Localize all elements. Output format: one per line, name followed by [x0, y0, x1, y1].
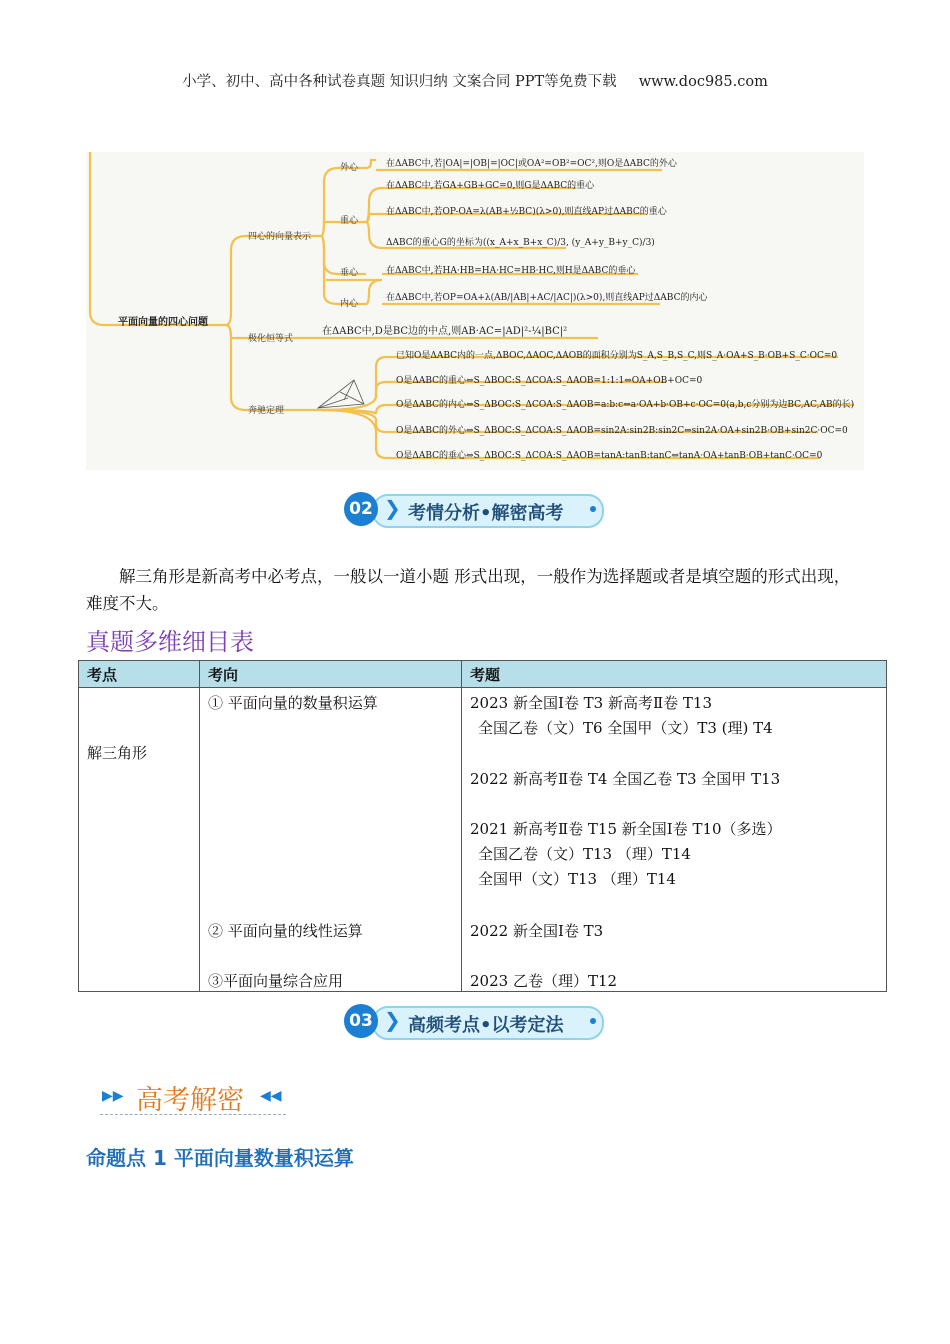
gaokao-heading [100, 1078, 286, 1116]
kaoti-line: 全国甲（文）T13 （理）T14 [478, 870, 676, 888]
detail-table [78, 660, 887, 992]
mind-neixin: 内心 [340, 299, 359, 309]
mind-benchi-rule1: 已知O是ΔABC内的一点,ΔBOC,ΔAOC,ΔAOB的面积分别为S_A,S_B,S_C,则S_A·OA+S_B·OB+S_C·OC=0 [396, 351, 838, 361]
mind-chuixin: 垂心 [340, 268, 359, 278]
table-cell-kaoti [462, 688, 887, 992]
banner-02 [344, 490, 606, 528]
banner-03 [344, 1002, 606, 1040]
banner-label: 考情分析•解密高考 [408, 503, 564, 524]
header-url[interactable]: www.doc985.com [638, 74, 768, 90]
mind-benchi-rule3: O是ΔABC的内心⇔S_ΔBOC:S_ΔCOA:S_ΔAOB=a:b:c⇔a·OA+b·OB+c·OC=0(a,b,c分别为边BC,AC,AB的长) [396, 400, 855, 410]
banner-number: 03 [344, 1004, 378, 1038]
page-header [0, 70, 950, 91]
proposition-title: 命题点 1 平面向量数量积运算 [86, 1146, 354, 1170]
kaoti-line: 2022 新高考Ⅱ卷 T4 全国乙卷 T3 全国甲 T13 [470, 770, 781, 788]
table-cell-kaodian [79, 688, 200, 992]
kaoti-line: 2023 乙卷（理）T12 [470, 972, 618, 990]
mind-benchi-rule2: O是ΔABC的重心⇔S_ΔBOC:S_ΔCOA:S_ΔAOB=1:1:1⇔OA+OB+OC=0 [396, 376, 703, 386]
chevron-right-icon: ❯ [384, 1008, 401, 1032]
dot-icon [590, 1018, 596, 1024]
divider [100, 1114, 286, 1115]
section-title: 真题多维细目表 [86, 628, 254, 656]
mind-branch2: 极化恒等式 [248, 334, 294, 344]
mind-neixin-rule: 在ΔABC中,若OP=OA+λ(AB/|AB|+AC/|AC|)(λ>0),则直线AP过ΔABC的内心 [386, 293, 708, 303]
table-cell-kaoxiang [200, 688, 462, 992]
mindmap [86, 152, 864, 470]
dot-icon [590, 506, 596, 512]
intro-paragraph: 解三角形是新高考中必考点，一般以一道小题 形式出现，一般作为选择题或者是填空题的形式出现，难度不大。 [86, 567, 851, 613]
header-text: 小学、初中、高中各种试卷真题 知识归纳 文案合同 PPT等免费下载 [182, 74, 617, 90]
kaoxiang-2: ② 平面向量的线性运算 [208, 922, 363, 940]
mind-root: 平面向量的四心问题 [118, 317, 208, 328]
mind-zhongxin-rule3: ΔABC的重心G的坐标为((x_A+x_B+x_C)/3, (y_A+y_B+y_C)/3) [386, 238, 655, 248]
table-header-kaoxiang: 考向 [200, 661, 462, 688]
mind-zhongxin-rule2: 在ΔABC中,若OP-OA=λ(AB+½BC)(λ>0),则直线AP过ΔABC的重心 [386, 207, 667, 217]
chevron-right-icon: ❯ [384, 496, 401, 520]
table-header-kaoti: 考题 [462, 661, 887, 688]
kaoti-line: 全国乙卷（文）T6 全国甲（文）T3 (理) T4 [478, 719, 773, 737]
banner-number: 02 [344, 492, 378, 526]
mind-waixin-rule: 在ΔABC中,若|OA|=|OB|=|OC|或OA²=OB²=OC²,则O是ΔABC的外心 [386, 159, 677, 169]
banner-label: 高频考点•以考定法 [408, 1015, 564, 1036]
table-header-kaodian: 考点 [79, 661, 200, 688]
mind-waixin: 外心 [340, 163, 359, 173]
kaoti-line: 2021 新高考Ⅱ卷 T15 新全国Ⅰ卷 T10（多选） [470, 820, 782, 838]
kaoti-line: 2022 新全国Ⅰ卷 T3 [470, 922, 604, 940]
kaodian-text: 解三角形 [87, 744, 148, 762]
mind-benchi-rule5: O是ΔABC的垂心⇔S_ΔBOC:S_ΔCOA:S_ΔAOB=tanA:tanB:tanC⇔tanA·OA+tanB·OB+tanC·OC=0 [396, 451, 823, 461]
mind-benchi-rule4: O是ΔABC的外心⇔S_ΔBOC:S_ΔCOA:S_ΔAOB=sin2A:sin2B:sin2C⇔sin2A·OA+sin2B·OB+sin2C·OC=0 [396, 426, 848, 436]
kaoti-line: 全国乙卷（文）T13 （理）T14 [478, 845, 691, 863]
double-arrow-right-icon: ▶▶ [102, 1088, 124, 1104]
mind-zhongxin-rule1: 在ΔABC中,若GA+GB+GC=0,则G是ΔABC的重心 [386, 181, 595, 191]
mind-branch1: 四心的向量表示 [248, 232, 312, 242]
triangle-figure [318, 380, 364, 408]
gaokao-text: 高考解密 [136, 1085, 244, 1116]
double-arrow-left-icon: ◀◀ [260, 1088, 282, 1104]
mind-polar-rule: 在ΔABC中,D是BC边的中点,则AB·AC=|AD|²-¼|BC|² [322, 326, 568, 337]
mind-zhongxin: 重心 [340, 216, 359, 226]
kaoti-line: 2023 新全国Ⅰ卷 T3 新高考Ⅱ卷 T13 [470, 694, 713, 712]
kaoxiang-1: ① 平面向量的数量积运算 [208, 694, 378, 712]
mind-chuixin-rule: 在ΔABC中,若HA·HB=HA·HC=HB·HC,则H是ΔABC的垂心 [386, 266, 636, 276]
kaoxiang-3: ③平面向量综合应用 [208, 972, 344, 990]
mind-branch3: 奔驰定理 [248, 406, 285, 416]
